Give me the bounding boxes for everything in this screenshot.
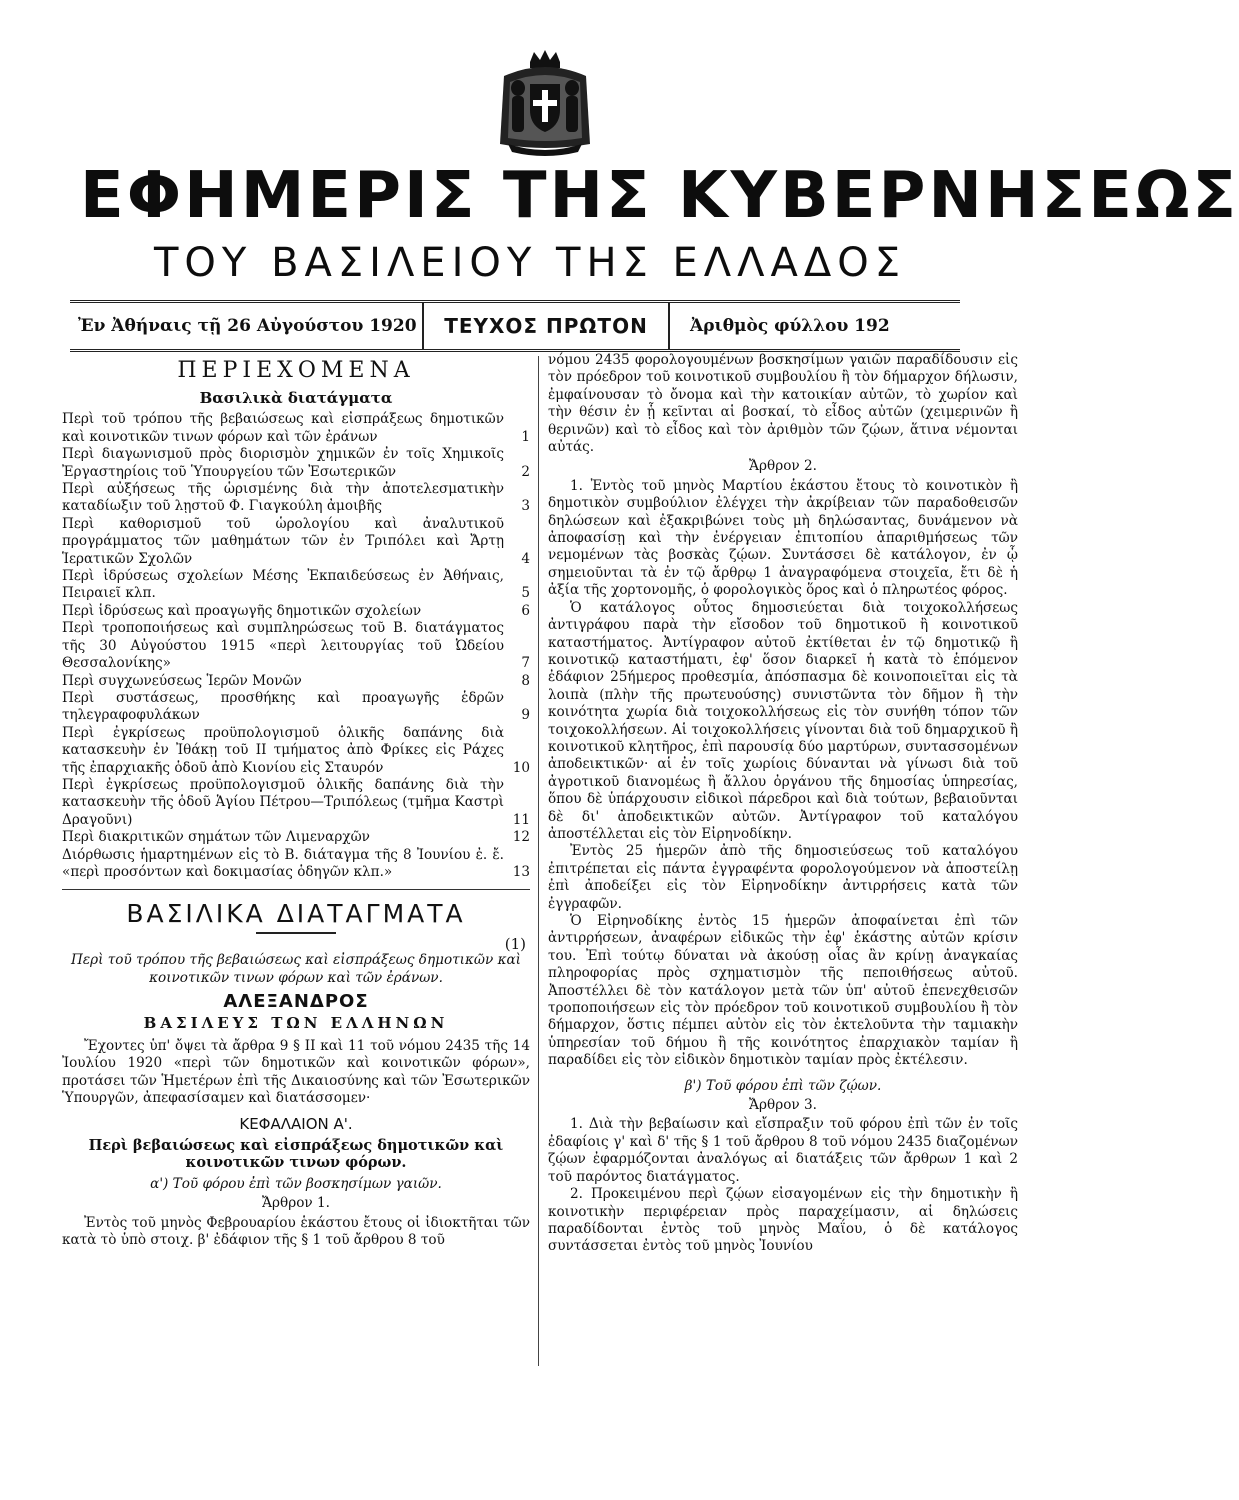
toc-item: [62, 673, 530, 690]
column-divider: [538, 356, 539, 1366]
toc-item-page: 13: [512, 863, 530, 880]
toc-item-page: 2: [521, 463, 530, 480]
toc-item-text: Περὶ συγχωνεύσεως Ἱερῶν Μονῶν: [62, 672, 302, 689]
decrees-heading: ΒΑΣΙΛΙΚΑ ΔΙΑΤΑΓΜΑΤΑ: [126, 899, 466, 929]
toc-item: [62, 829, 530, 846]
toc-item: [62, 603, 530, 620]
toc-item-page: 3: [521, 498, 530, 515]
toc-item-page: 6: [521, 602, 530, 619]
toc-item-text: Περὶ αὐξήσεως τῆς ὡρισμένης διὰ τὴν ἀποτελεσματικὴν καταδίωξιν τοῦ λῃστοῦ Φ. Γιαγκούλη ἀμοιβῆς: [62, 481, 504, 515]
article-label: Ἄρθρον 1.: [262, 1195, 330, 1212]
coat-of-arms-icon: [490, 48, 600, 160]
article-label: Ἄρθρον 2.: [749, 458, 817, 475]
toc-item-page: 12: [512, 829, 530, 846]
toc-item-page: 8: [521, 672, 530, 689]
toc-item: [62, 481, 530, 516]
dateline-bar: [70, 300, 960, 352]
toc-item: [62, 620, 530, 672]
toc-item-text: Περὶ συστάσεως, προσθήκης καὶ προαγωγῆς ἑδρῶν τηλεγραφοφυλάκων: [62, 689, 504, 724]
toc-item-text: Περὶ ἐγκρίσεως προϋπολογισμοῦ ὁλικῆς δαπάνης διὰ τὴν κατασκευὴν τῆς ὁδοῦ Ἁγίου Πέτρου—Τριπόλεως (τμῆμα Καστρὶ Δραγοῦνι): [62, 776, 504, 828]
heading-underline: [256, 932, 336, 934]
article-paragraph: Ἐντὸς τοῦ μηνὸς Φεβρουαρίου ἑκάστου ἔτους οἱ ἰδιοκτῆται τῶν κατὰ τὸ ὑπὸ στοιχ. β' ἐδάφιον τῆς § 1 τοῦ ἄρθρου 8 τοῦ: [62, 1214, 530, 1249]
toc-item-text: Περὶ καθορισμοῦ τοῦ ὡρολογίου καὶ ἀναλυτικοῦ προγράμματος τῶν μαθημάτων τῶν ἐν Τριπόλει καὶ Ἄρτῃ Ἱερατικῶν Σχολῶν: [62, 515, 504, 567]
toc-item: [62, 411, 530, 446]
toc-item-page: 5: [521, 585, 530, 602]
toc-item: [62, 690, 530, 725]
section-rule: [62, 889, 530, 890]
chapter-heading: ΚΕΦΑΛΑΙΟΝ Α'.: [239, 1114, 353, 1133]
toc-item-text: Περὶ διακριτικῶν σημάτων τῶν Λιμεναρχῶν: [62, 829, 370, 846]
toc-item-text: Περὶ τοῦ τρόπου τῆς βεβαιώσεως καὶ εἰσπράξεως δημοτικῶν καὶ κοινοτικῶν τινων φόρων καὶ τῶν ἐράνων: [62, 411, 504, 445]
toc-item-text: Περὶ τροποποιήσεως καὶ συμπληρώσεως τοῦ Β. διατάγματος τῆς 30 Αὐγούστου 1915 «περὶ λειτουργίας τοῦ Ὠδείου Θεσσαλονίκης»: [62, 620, 504, 672]
toc-item-text: Περὶ διαγωνισμοῦ πρὸς διορισμὸν χημικῶν ἐν τοῖς Χημικοῖς Ἐργαστηρίοις τοῦ Ὑπουργείου τῶν Ἐσωτερικῶν: [62, 446, 504, 480]
decree-title: Περὶ τοῦ τρόπου τῆς βεβαιώσεως καὶ εἰσπράξεως δημοτικῶν καὶ κοινοτικῶν τινων φόρων καὶ τῶν ἐράνων.: [70, 952, 522, 986]
left-column: [62, 352, 530, 1249]
masthead-title: ΕΦΗΜΕΡΙΣ ΤΗΣ ΚΥΒΕΡΝΗΣΕΩΣ: [80, 159, 1239, 233]
toc-item-text: Περὶ ἐγκρίσεως προϋπολογισμοῦ ὁλικῆς δαπάνης διὰ κατασκευὴν ἐν Ἰθάκῃ τοῦ ΙΙ τμήματος ἀπὸ Φρίκες εἰς Ράχες τῆς ἐπαρχιακῆς ὁδοῦ ἀπὸ Κιονίου εἰς Σταυρόν: [62, 724, 504, 776]
toc-item-page: 4: [521, 550, 530, 567]
sheet-number: Ἀριθμὸς φύλλου 192: [690, 316, 890, 336]
article-paragraph: 1. Ἐντὸς τοῦ μηνὸς Μαρτίου ἑκάστου ἔτους τὸ κοινοτικὸν ἢ δημοτικὸν συμβούλιον ἐλέγχει τὴν ἀκρίβειαν τῶν παραδοθεισῶν δηλώσεων καὶ ἐξακριβώνει τοὺς μὴ δηλώσαντας, δυνάμενον νὰ ἀποφασίσῃ καὶ τὴν ἐνέργειαν ἐπιτοπίου ἀπαριθμήσεως τῶν νεμομένων τὰς βοσκὰς ζῴων. Συντάσσει δὲ κατάλογον, ἐν ᾧ σημειοῦνται τὰ ἐν τῷ ἄρθρῳ 1 ἀναγραφόμενα στοιχεῖα, ἔτι δὲ ἡ ἀξία τῆς χορτονομῆς, ὁ φορολογικὸς ὅρος καὶ ὁ πληρωτέος φόρος.: [548, 477, 1018, 599]
article-paragraph: Ὁ Εἰρηνοδίκης ἐντὸς 15 ἡμερῶν ἀποφαίνεται ἐπὶ τῶν ἀντιρρήσεων, ἀναφέρων εἰδικῶς τὴν ἐφ' ἑκάστης αὐτῶν κρίσιν του. Ἐπὶ τούτῳ δύναται νὰ ἀκούσῃ οἷας ἂν κρίνῃ ἀναγκαίας πληροφορίας πρὸς σχηματισμὸν τῆς πεποιθήσεως αὐτοῦ. Ἀποστέλλει δὲ τὸν κατάλογον μετὰ τῶν ὑπ' αὐτοῦ ἐπενεχθεισῶν τροποποιήσεων εἰς τὸν πρόεδρον τοῦ κοινοτικοῦ συμβουλίου ἢ τὸν δήμαρχον, ὅστις πέμπει αὐτὸν εἰς τὸν ἐκτελοῦντα τὴν ταμιακὴν ὑπηρεσίαν τοῦ δήμου ἢ τῆς κοινότητος ἐπαρχιακὸν ταμίαν ἢ παραδίδει εἰς τὸν εἰδικὸν δημοτικὸν ταμίαν πρὸς ἐκτέλεσιν.: [548, 913, 1018, 1069]
toc-item-page: 11: [512, 811, 530, 828]
toc-item: [62, 446, 530, 481]
toc-item: [62, 516, 530, 568]
section-title: α') Τοῦ φόρου ἐπὶ τῶν βοσκησίμων γαιῶν.: [150, 1175, 442, 1192]
toc-item-page: 1: [521, 428, 530, 445]
article-label: Ἄρθρον 3.: [749, 1097, 817, 1114]
toc-subheading: Βασιλικὰ διατάγματα: [199, 389, 393, 407]
decree-number: (1): [504, 935, 526, 954]
toc-item: [62, 777, 530, 829]
toc-item-page: 9: [521, 707, 530, 724]
toc-item: [62, 725, 530, 777]
king-title: ΒΑΣΙΛΕΥΣ ΤΩΝ ΕΛΛΗΝΩΝ: [143, 1013, 449, 1032]
toc-item-text: Περὶ ἱδρύσεως σχολείων Μέσης Ἐκπαιδεύσεως ἐν Ἀθήναις, Πειραιεῖ κλπ.: [62, 568, 504, 602]
toc-heading: ΠΕΡΙΕΧΟΜΕΝΑ: [177, 358, 415, 383]
article-paragraph: Ὁ κατάλογος οὗτος δημοσιεύεται διὰ τοιχοκολλήσεως ἀντιγράφου παρὰ τὴν εἴσοδον τοῦ δημοτικοῦ ἢ κοινοτικοῦ καταστήματος. Ἀντίγραφον αὐτοῦ ἐκτίθεται ἐν τῷ δημοτικῷ ἢ κοινοτικῷ καταστήματι, ἐφ' ὅσον διαρκεῖ ἡ κατὰ τὸ ἑπόμενον ἐδάφιον 25ήμερος προθεσμία, ἀπόσπασμα δὲ κοινοποιεῖται εἰς τὰ λοιπὰ (πλὴν τῆς πρωτευούσης) συνιστῶντα τὸν δῆμον ἢ τὴν κοινότητα χωρία διὰ τοιχοκολλήσεως εἰς τὸν συνήθη τόπον τῶν τοιχοκολλήσεων. Αἱ τοιχοκολλήσεις γίνονται διὰ τοῦ δημαρχικοῦ ἢ κοινοτικοῦ κλητῆρος, ἐπὶ παρουσίᾳ δύο μαρτύρων, συντασσομένων ἀποδεικτικῶν· αἱ ἐν τοῖς χωρίοις δύνανται νὰ γίνωσι διὰ τοῦ ἀγροτικοῦ διανομέως ἢ ἄλλου ὀργάνου τῆς δημοσίας ὑπηρεσίας, ὅπου δὲ ὑπάρχουσιν εἰδικοὶ πάρεδροι καὶ διὰ τούτων, βεβαιοῦνται δὲ δι' ἀποδεικτικῶν αὐτῶν. Ἀντίγραφον τοῦ καταλόγου ἀποστέλλεται εἰς τὸν Εἰρηνοδίκην.: [548, 599, 1018, 842]
right-column: [548, 352, 1018, 1256]
decree-preamble: Ἔχοντες ὑπ' ὄψει τὰ ἄρθρα 9 § ΙΙ καὶ 11 τοῦ νόμου 2435 τῆς 14 Ἰουλίου 1920 «περὶ τῶν δημοτικῶν καὶ κοινοτικῶν φόρων», προτάσει τῶν Ἡμετέρων ἐπὶ τῆς Δικαιοσύνης καὶ τῶν Ἐσωτερικῶν Ὑπουργῶν, ἀπεφασίσαμεν καὶ διατάσσομεν·: [62, 1038, 530, 1107]
issue-series: ΤΕΥΧΟΣ ΠΡΩΤΟΝ: [422, 303, 670, 349]
article-paragraph: 2. Προκειμένου περὶ ζῴων εἰσαγομένων εἰς τὴν δημοτικὴν ἢ κοινοτικὴν περιφέρειαν πρὸς παραχείμασιν, αἱ δηλώσεις παραδίδονται ἐντὸς τοῦ μηνὸς Μαΐου, ὁ δὲ κατάλογος συντάσσεται ἐντὸς τοῦ μηνὸς Ἰουνίου: [548, 1186, 1018, 1255]
toc-item-text: Διόρθωσις ἡμαρτημένων εἰς τὸ Β. διάταγμα τῆς 8 Ἰουνίου ἐ. ἔ. «περὶ προσόντων καὶ δοκιμασίας ὁδηγῶν κλπ.»: [62, 846, 504, 880]
toc-item: [62, 847, 530, 882]
article-paragraph: νόμου 2435 φορολογουμένων βοσκησίμων γαιῶν παραδίδουσιν εἰς τὸν πρόεδρον τοῦ κοινοτικοῦ συμβουλίου ἢ τὸν δήμαρχον δήλωσιν, ἐμφαίνουσαν τὸ ὄνομα καὶ τὴν κατοικίαν αὐτῶν, τὸ χωρίον καὶ τὴν θέσιν ἐν ᾗ κεῖνται αἱ βοσκαί, τὸ εἶδος αὐτῶν (χειμερινῶν ἢ θερινῶν) καὶ τὸ εἶδος καὶ τὸν ἀριθμὸν τῶν ζῴων, ἅτινα νέμονται αὐτάς.: [548, 352, 1018, 456]
article-paragraph: 1. Διὰ τὴν βεβαίωσιν καὶ εἴσπραξιν τοῦ φόρου ἐπὶ τῶν ἐν τοῖς ἐδαφίοις γ' καὶ δ' τῆς § 1 τοῦ ἄρθρου 8 τοῦ νόμου 2435 διαζομένων ζῴων ἐφαρμόζονται ἀναλόγως αἱ διατάξεις τῶν ἄρθρων 1 καὶ 2 τοῦ παρόντος διατάγματος.: [548, 1116, 1018, 1185]
issue-date: Ἐν Ἀθήναις τῇ 26 Αὐγούστου 1920: [78, 316, 417, 336]
king-name: ΑΛΕΞΑΝΔΡΟΣ: [223, 991, 369, 1013]
toc-item-page: 7: [521, 655, 530, 672]
section-title: β') Τοῦ φόρου ἐπὶ τῶν ζῴων.: [684, 1077, 882, 1094]
toc-item-text: Περὶ ἱδρύσεως καὶ προαγωγῆς δημοτικῶν σχολείων: [62, 602, 422, 619]
toc-item-page: 10: [512, 759, 530, 776]
article-paragraph: Ἐντὸς 25 ἡμερῶν ἀπὸ τῆς δημοσιεύσεως τοῦ καταλόγου ἐπιτρέπεται εἰς πάντα ἐγγραφέντα φορολογούμενον νὰ ἀποστείλῃ ἐπὶ ἀποδείξει εἰς τὸν Εἰρηνοδίκην ἀντιρρήσεις κατὰ τῶν ἐγγραφῶν.: [548, 843, 1018, 912]
masthead-subtitle: ΤΟΥ ΒΑΣΙΛΕΙΟΥ ΤΗΣ ΕΛΛΑΔΟΣ: [154, 240, 906, 286]
chapter-title: Περὶ βεβαιώσεως καὶ εἰσπράξεως δημοτικῶν καὶ κοινοτικῶν τινων φόρων.: [88, 1137, 504, 1172]
toc-item: [62, 568, 530, 603]
